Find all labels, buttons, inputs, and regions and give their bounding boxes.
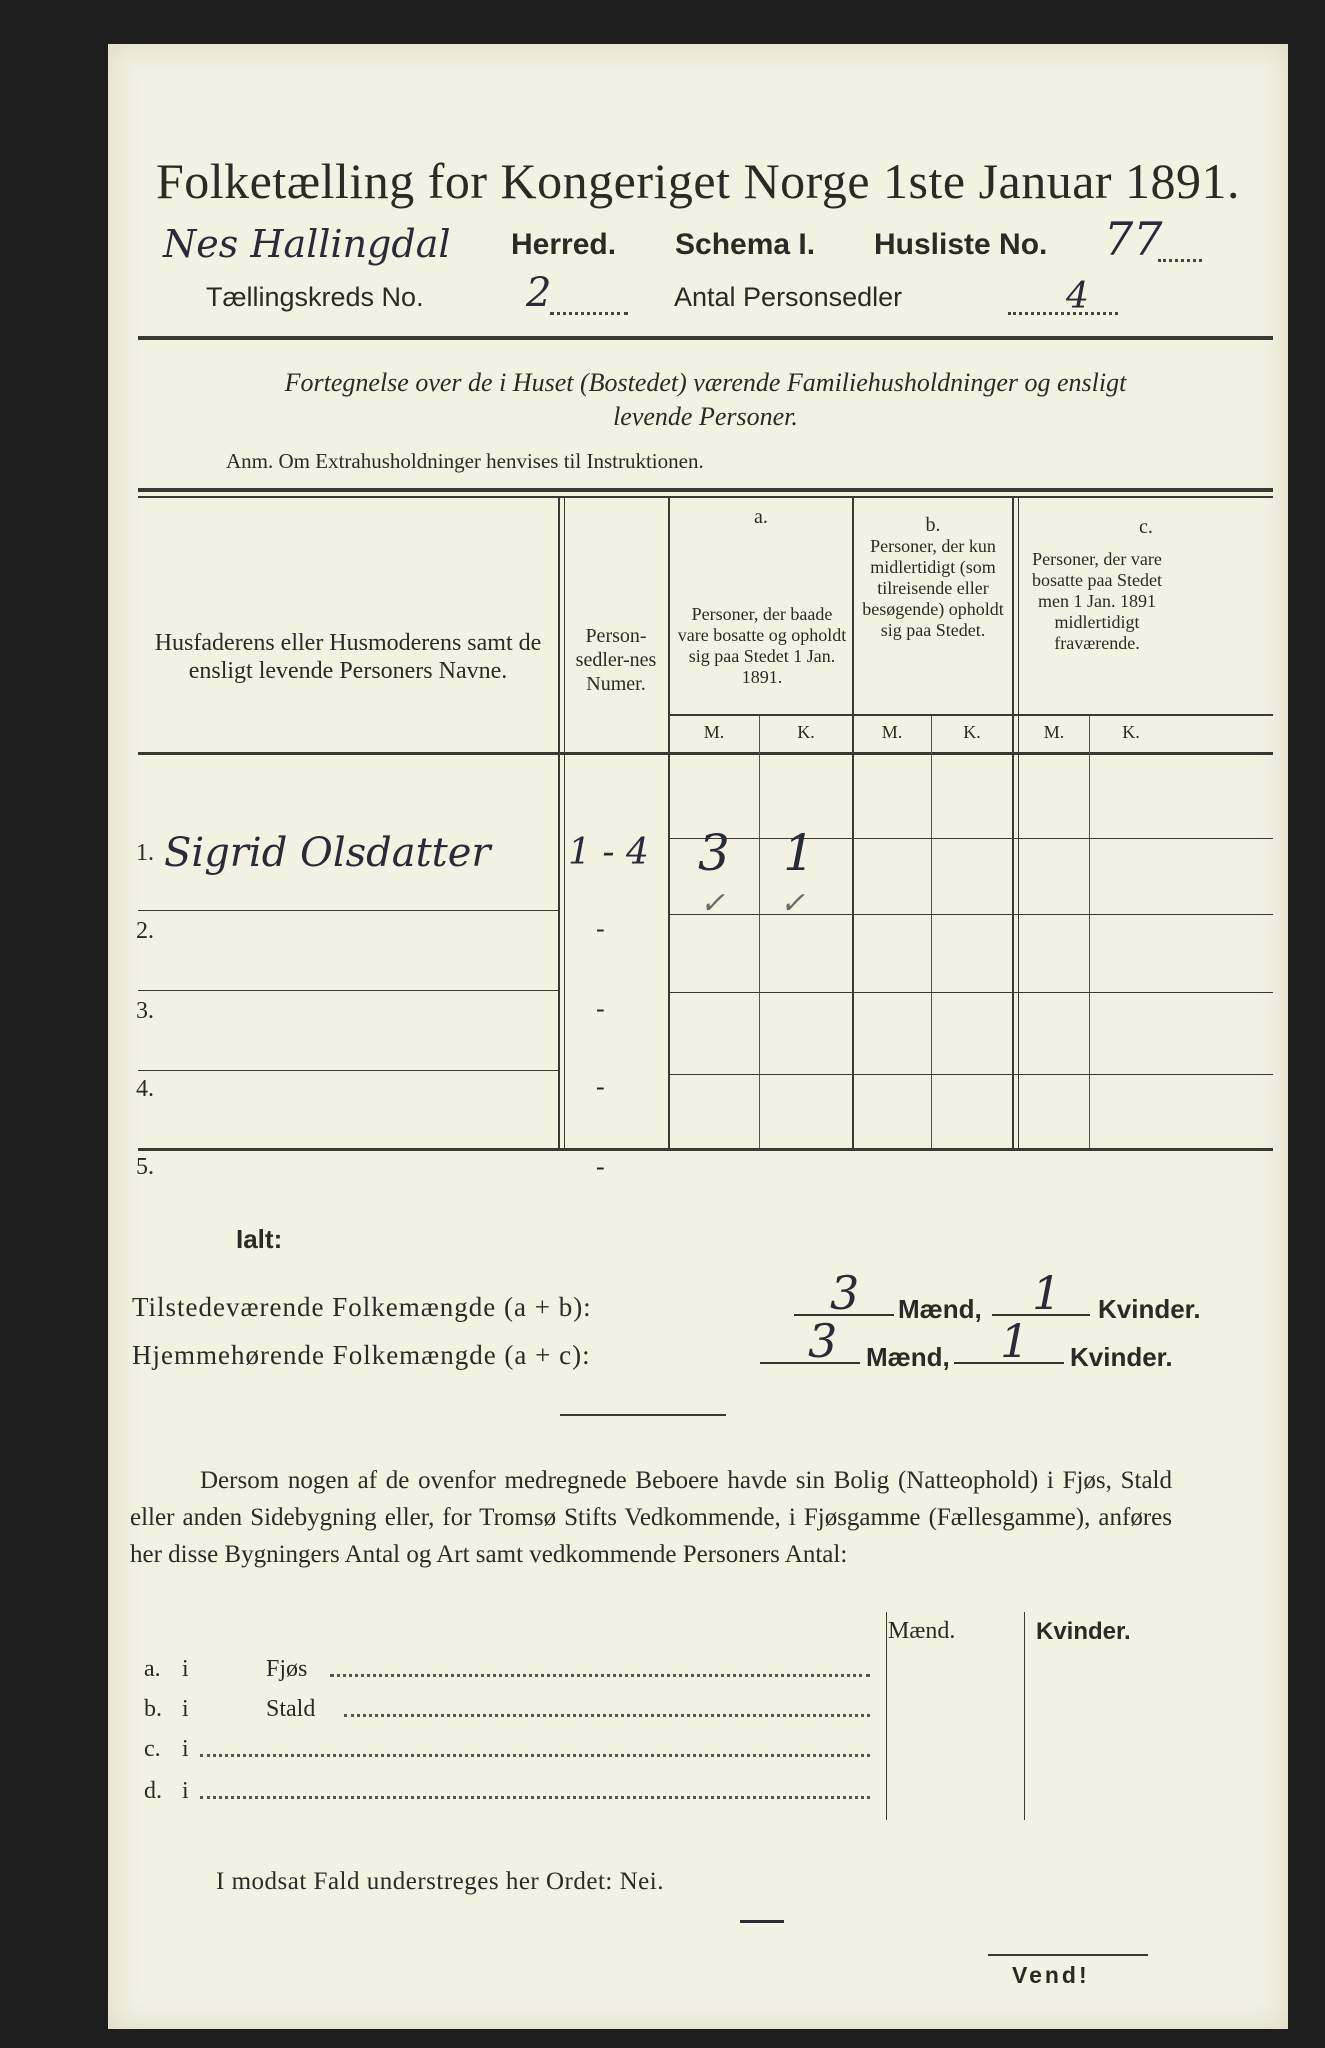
taellingskreds-label: Tællingskreds No. — [206, 282, 424, 312]
buildings-paragraph: Dersom nogen af de ovenfor medregnede Beboere havde sin Bolig (Natteophold) i Fjøs, Stald eller anden Sidebygning eller, for Tromsø Stifts Vedkommende, i Fjøsgamme (Fællesgamme), anføres her disse Bygningers Antal og Art samt vedkommende Personers Antal: — [130, 1467, 1172, 1568]
hjemme-maend-label: Mænd, — [866, 1342, 950, 1372]
building-a-label: Fjøs — [266, 1656, 308, 1682]
row-1-name: Sigrid Olsdatter — [164, 830, 491, 876]
check-mark-icon: ✓ — [700, 886, 726, 921]
husliste-label: Husliste No. — [874, 228, 1048, 261]
col-c-m: M. — [1043, 722, 1065, 742]
building-d-letter: d. — [144, 1778, 162, 1804]
row-1-a-m: 3 — [698, 824, 730, 882]
col-a-k: K. — [797, 722, 815, 742]
row-2-personsedler: - — [596, 914, 605, 943]
col-c-letter: c. — [1139, 516, 1153, 538]
row-3-number: 3. — [136, 998, 154, 1024]
tilsted-kvinder-label: Kvinder. — [1098, 1294, 1201, 1324]
ialt-label: Ialt: — [236, 1224, 283, 1254]
col-a-m: M. — [703, 722, 725, 742]
hjemme-kvinder-label: Kvinder. — [1070, 1342, 1173, 1372]
form-title: Folketælling for Kongeriget Norge 1ste Januar 1891. — [155, 153, 1241, 209]
col-a-header: Personer, der baade vare bosatte og opholdt sig paa Stedet 1 Jan. 1891. — [677, 604, 847, 687]
col-c-header: Personer, der vare bosatte paa Stedet men 1 Jan. 1891 midlertidigt fraværende. — [1032, 549, 1162, 653]
building-c-letter: c. — [144, 1736, 161, 1762]
row-4-number: 4. — [136, 1076, 154, 1102]
tilsted-maend-label: Mænd, — [898, 1294, 982, 1324]
tilsted-label: Tilstedeværende Folkemængde (a + b): — [132, 1292, 592, 1322]
antal-label: Antal Personsedler — [674, 282, 903, 312]
row-2-number: 2. — [136, 918, 154, 944]
taellingskreds-value: 2 — [526, 270, 552, 316]
nei-underline — [740, 1920, 784, 1923]
modsat-fald-note: I modsat Fald understreges her Ordet: Nei. — [216, 1868, 664, 1895]
row-4-personsedler: - — [596, 1072, 605, 1101]
building-b-letter: b. — [144, 1696, 162, 1722]
row-5-personsedler: - — [596, 1152, 605, 1181]
col-b-header: Personer, der kun midlertidigt (som tilreisende eller besøgende) opholdt sig paa Stedet. — [862, 536, 1004, 640]
tilsted-kvinder-value: 1 — [1032, 1266, 1062, 1320]
check-mark-icon: ✓ — [780, 886, 806, 921]
husliste-value: 77 — [1104, 212, 1163, 266]
number-column-header: Person-sedler-nes Numer. — [575, 625, 657, 695]
anm-note: Anm. Om Extrahusholdninger henvises til Instruktionen. — [226, 449, 704, 473]
tilsted-maend-value: 3 — [830, 1266, 860, 1320]
hjemme-kvinder-value: 1 — [1000, 1314, 1030, 1368]
census-form-page — [108, 44, 1288, 2029]
building-b-label: Stald — [266, 1696, 316, 1722]
herred-value: Nes Hallingdal — [163, 222, 451, 266]
col-c-k: K. — [1122, 722, 1140, 742]
col-a-letter: a. — [754, 506, 768, 528]
hjemme-maend-value: 3 — [808, 1314, 838, 1368]
buildings-col-maend: Mænd. — [888, 1618, 956, 1644]
intro-line-2: levende Personer. — [613, 402, 798, 431]
building-a-i: i — [182, 1656, 189, 1682]
name-column-header: Husfaderens eller Husmoderens samt de ensligt levende Personers Navne. — [154, 630, 542, 684]
antal-value: 4 — [1066, 276, 1089, 317]
col-b-m: M. — [881, 722, 903, 742]
building-a-letter: a. — [144, 1656, 161, 1682]
herred-label: Herred. — [511, 228, 617, 261]
row-1-number: 1. — [136, 840, 154, 866]
buildings-col-kvinder: Kvinder. — [1036, 1618, 1131, 1645]
hjemme-label: Hjemmehørende Folkemængde (a + c): — [132, 1340, 591, 1370]
intro-line-1: Fortegnelse over de i Huset (Bostedet) værende Familiehusholdninger og ensligt — [284, 368, 1127, 397]
schema-label: Schema I. — [675, 228, 816, 261]
row-1-a-k: 1 — [783, 824, 815, 882]
row-5-number: 5. — [136, 1154, 154, 1180]
vend-label: Vend! — [1012, 1962, 1090, 1988]
row-3-personsedler: - — [596, 994, 605, 1023]
col-b-k: K. — [963, 722, 981, 742]
building-c-i: i — [182, 1736, 189, 1762]
building-d-i: i — [182, 1778, 189, 1804]
building-b-i: i — [182, 1696, 189, 1722]
col-b-letter: b. — [925, 514, 941, 536]
row-1-personsedler: 1 - 4 — [568, 832, 649, 873]
